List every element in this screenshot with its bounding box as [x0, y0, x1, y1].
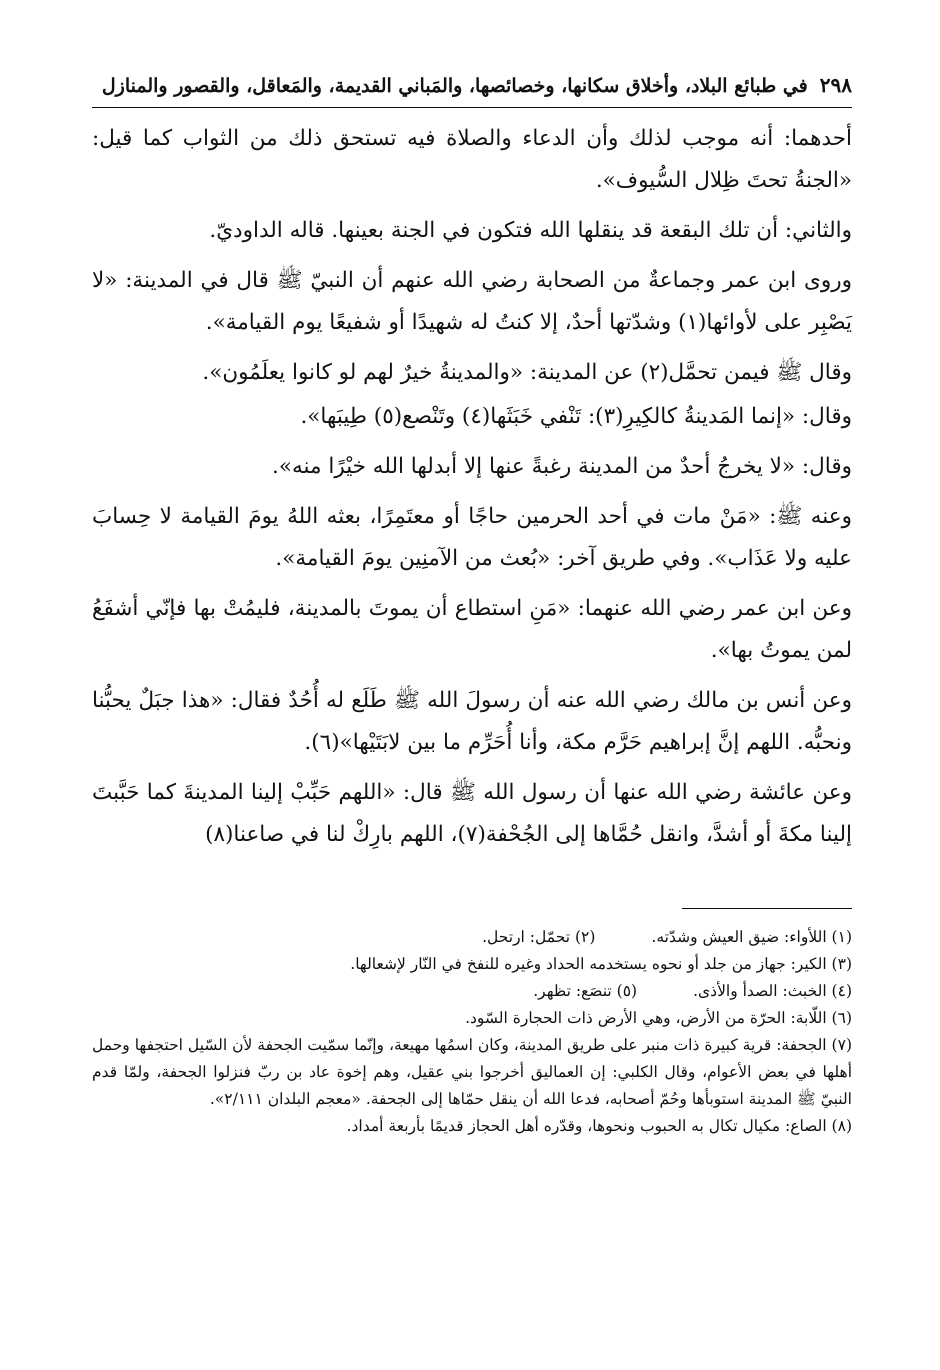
footnote-3: (٣) الكير: جهاز من جلد أو نحوه يستخدمه الحداد وغيره للنفخ في النّار لإشعالها. [350, 955, 852, 973]
footnote-4: (٤) الخبث: الصدأ والأذى. [693, 982, 852, 1000]
footnotes [92, 908, 852, 1140]
paragraph-8: وعن ابن عمر رضي الله عنهما: «مَنِ استطاع أن يموتَ بالمدينة، فليمُتْ بها فإنّي أشفَعُ لمن يموتُ بها». [92, 596, 852, 663]
paragraph-10: وعن عائشة رضي الله عنها أن رسول الله ﷺ قال: «اللهم حَبِّبْ إلينا المدينةَ كما حَبَّبتَ إلينا مكةَ أو أشدَّ، وانقل حُمَّاها إلى الجُحْفة(٧)، اللهم بارِكْ لنا في صاعنا(٨) [92, 780, 852, 847]
footnote-2: (٢) تحمّل: ارتحل. [482, 928, 596, 946]
footnote-5: (٥) تنصَع: تظهر. [533, 982, 638, 1000]
footnote-7: (٧) الجحفة: قرية كبيرة ذات منبر على طريق المدينة، وكان اسمُها مهيعة، وإنّما سمّيت الجحفة لأن السّيل احتجفها وحمل أهلها في بعض الأعوام، وقال الكلبي: إن العماليق أخرجوا بني عقيل، وهم إخوة عاد بن ربّ فنزلوا الجحفة، ولمّا قدم النبيّ ﷺ المدينة استوبأها وحُمّ أصحابه، فدعا الله أن ينقل حمّاها إلى الجحفة. «معجم البلدان ٢/١١١». [92, 1036, 852, 1108]
footnote-separator [682, 908, 852, 909]
paragraph-3: وروى ابن عمر وجماعةٌ من الصحابة رضي الله عنهم أن النبيّ ﷺ قال في المدينة: «لا يَصْبِر على لأوائها(١) وشدّتها أحدٌ، إلا كنتُ له شهيدًا أو شفيعًا يوم القيامة». [92, 268, 852, 335]
paragraph-7: وعنه ﷺ: «مَنْ مات في أحد الحرمين حاجًا أو معتَمِرًا، بعثه اللهُ يومَ القيامة لا حِسابَ عليه ولا عَذَاب». وفي طريق آخر: «بُعث من الآمنِين يومَ القيامة». [92, 504, 852, 571]
page-number: ٢٩٨ [819, 73, 852, 97]
paragraph-5: وقال: «إنما المَدينةُ كالكِيرِ(٣): تَنْفي خَبَثَها(٤) وتَنْصع(٥) طِيبَها». [300, 404, 852, 429]
footnote-row-1-2 [92, 924, 852, 951]
footnote-6: (٦) اللّابة: الحرّة من الأرض، وهي الأرض ذات الحجارة السّود. [465, 1009, 852, 1027]
paragraph-9: وعن أنس بن مالك رضي الله عنه أن رسولَ الله ﷺ طَلَع له أُحُدٌ فقال: «هذا جبَلٌ يحبُّنا ونحبُّه. اللهم إنَّ إبراهيم حَرَّم مكة، وأنا أُحَرِّم ما بين لابَتَيْها»(٦). [92, 688, 852, 755]
header-title: في طبائع البلاد، وأخلاق سكانها، وخصائصها، والمَباني القديمة، والمَعاقل، والقصور والمنازل [101, 75, 808, 97]
book-page [92, 70, 852, 1140]
paragraph-6: وقال: «لا يخرجُ أحدٌ من المدينة رغبةً عنها إلا أبدلها الله خيْرًا منه». [272, 454, 852, 479]
paragraph-2: والثاني: أن تلك البقعة قد ينقلها الله فتكون في الجنة بعينها. قاله الداوديّ. [209, 218, 852, 243]
paragraph-4: وقال ﷺ فيمن تحمَّل(٢) عن المدينة: «والمدينةُ خيرٌ لهم لو كانوا يعلَمُون». [202, 360, 852, 385]
footnote-8: (٨) الصاع: مكيال تكال به الحبوب ونحوها، وقدّره أهل الحجاز قديمًا بأربعة أمداد. [346, 1117, 852, 1135]
footnote-1: (١) اللأواء: ضيق العيش وشدّته. [651, 928, 852, 946]
body-text [92, 118, 852, 856]
running-header [92, 70, 852, 108]
footnote-row-4-5 [92, 978, 852, 1005]
paragraph-1: أحدهما: أنه موجب لذلك وأن الدعاء والصلاة فيه تستحق ذلك من الثواب كما قيل: «الجنةُ تحتَ ظِلال السُّيوف». [92, 126, 852, 193]
